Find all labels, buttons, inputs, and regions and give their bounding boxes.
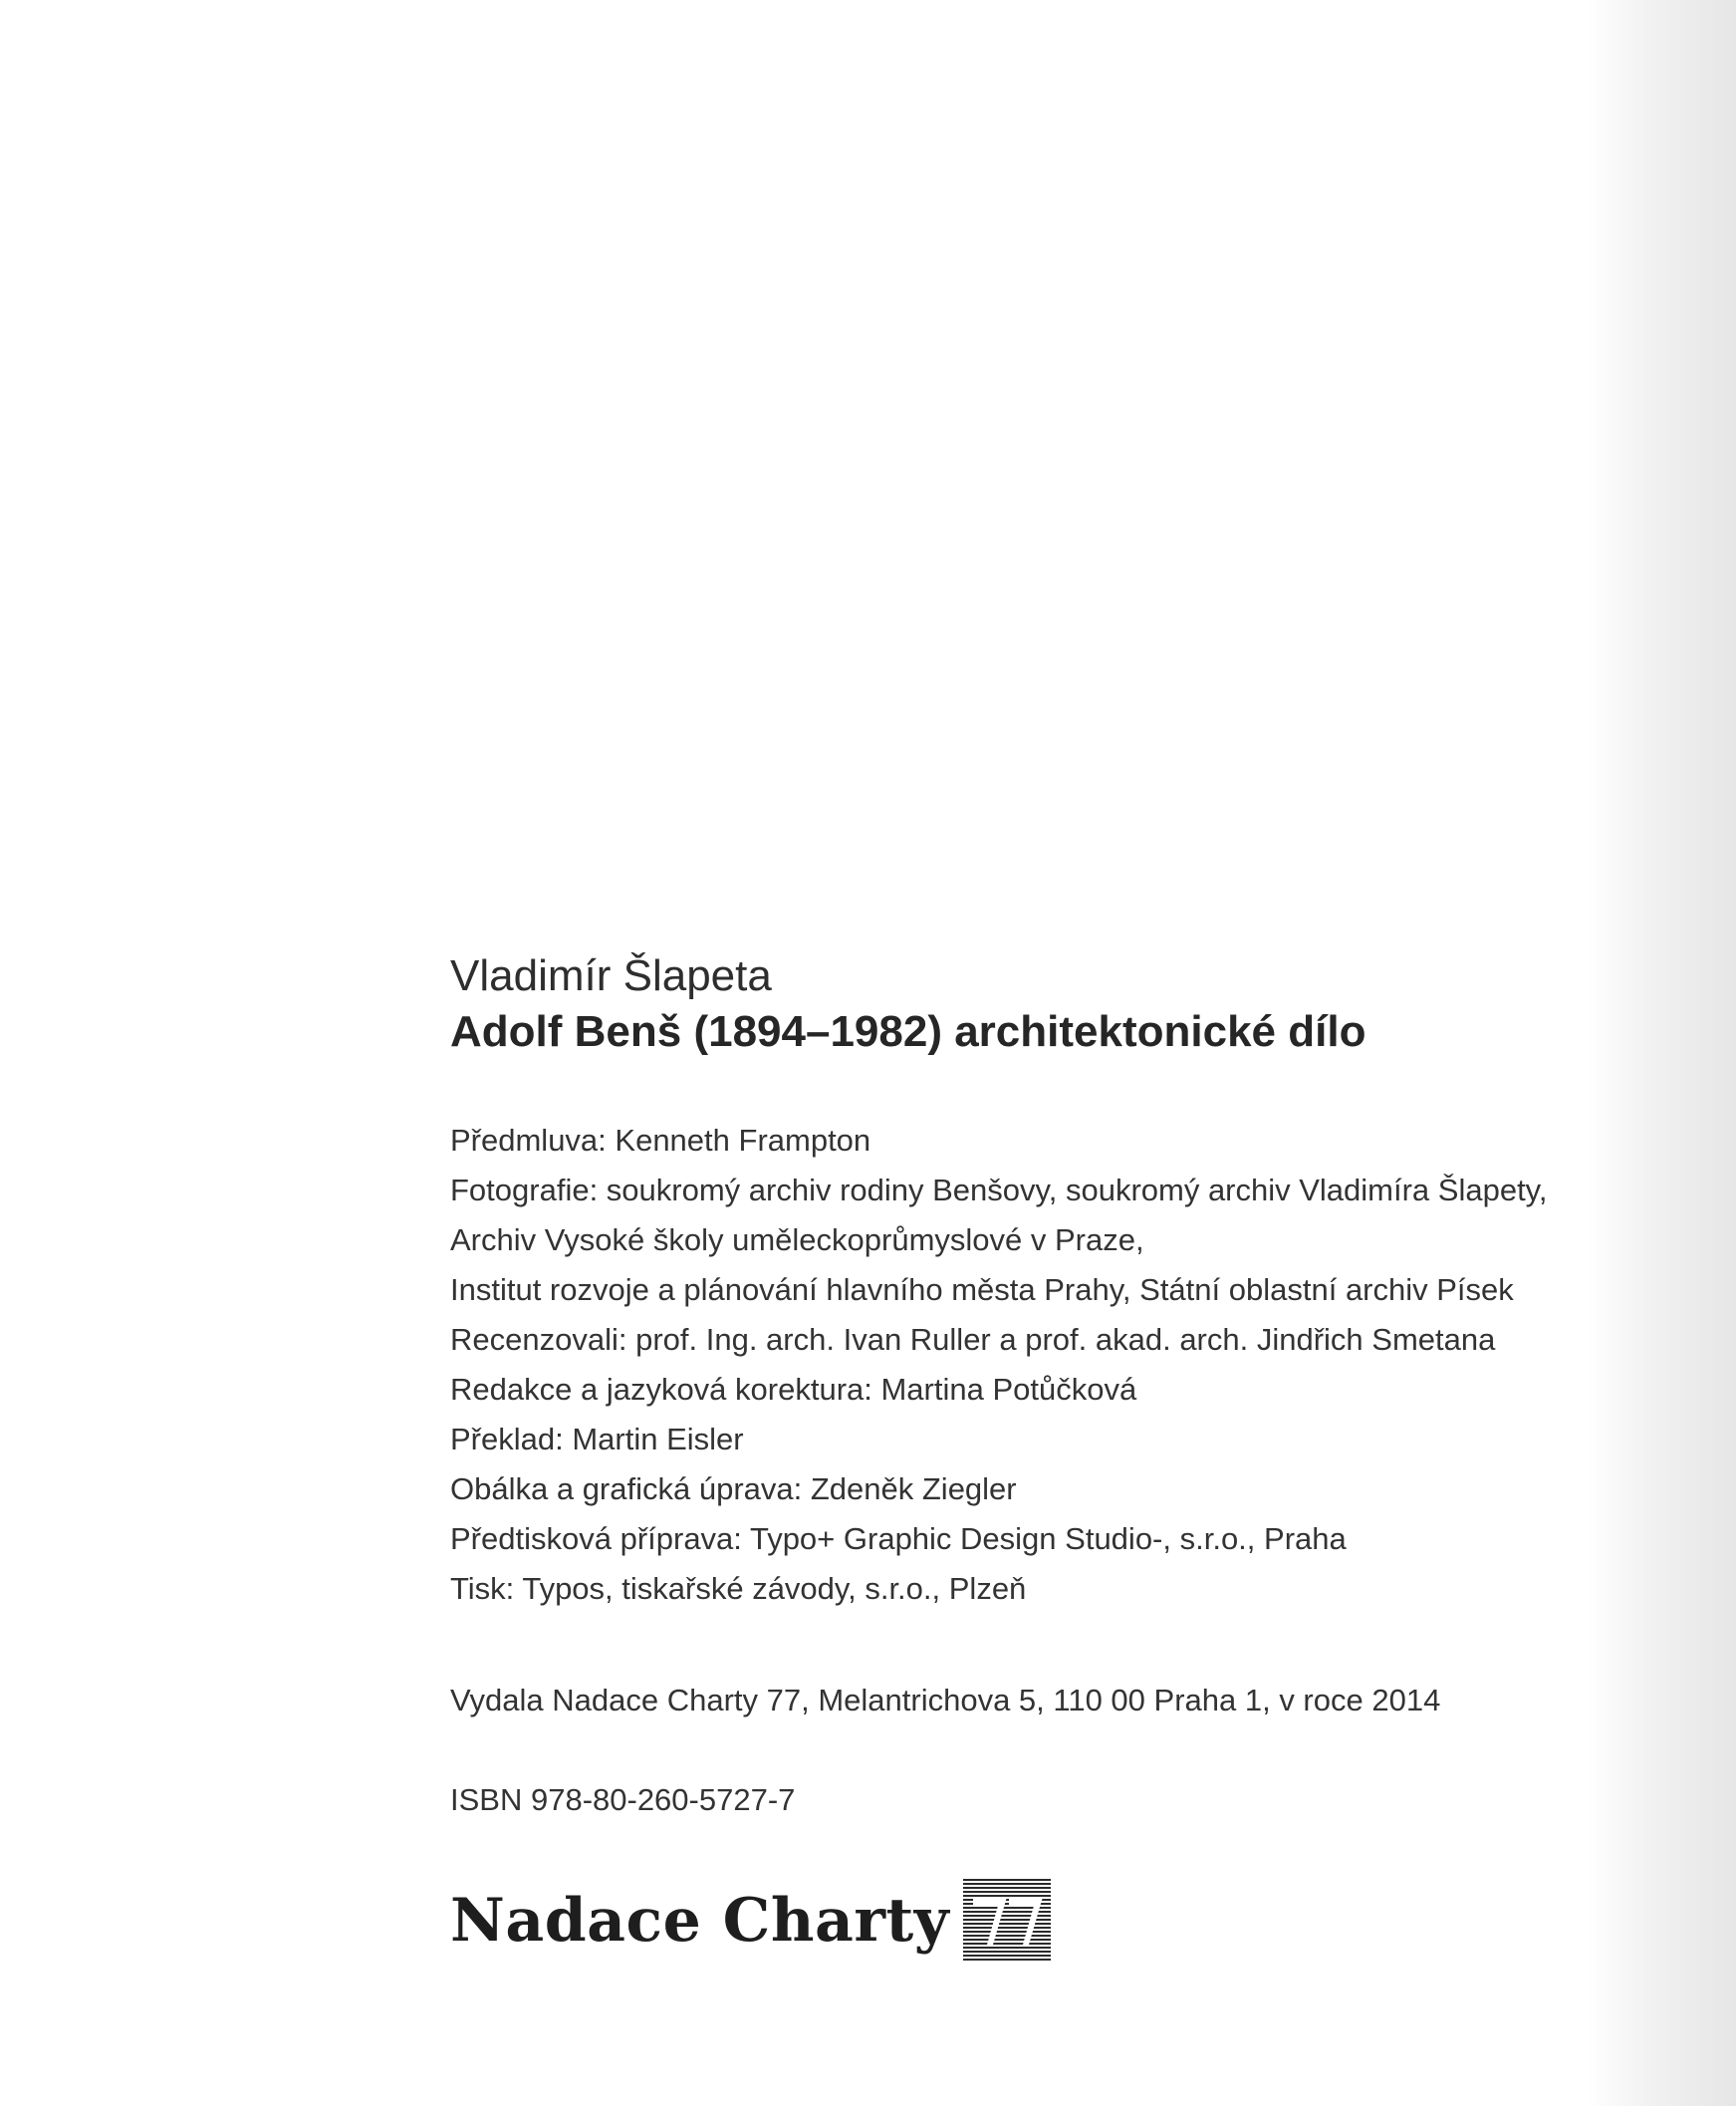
logo-stripe (963, 1887, 1051, 1889)
credit-line: Institut rozvoje a plánování hlavního města Prahy, Státní oblastní archiv Písek (450, 1272, 1514, 1307)
logo-stripe (963, 1931, 1051, 1933)
logo-stripe (963, 1955, 1051, 1957)
credit-line: Recenzovali: prof. Ing. arch. Ivan Ruller a prof. akad. arch. Jindřich Smetana (450, 1322, 1496, 1357)
logo-stripe (963, 1947, 1051, 1949)
logo-stripe (963, 1939, 1051, 1941)
credit-line: Obálka a grafická úprava: Zdeněk Ziegler (450, 1471, 1017, 1506)
logo-stripe (963, 1883, 1051, 1885)
credit-line: Předmluva: Kenneth Frampton (450, 1123, 871, 1158)
credit-line: Tisk: Typos, tiskařské závody, s.r.o., Plzeň (450, 1571, 1027, 1606)
book-title: Adolf Benš (1894–1982) architektonické dílo (450, 1007, 1366, 1056)
author-name: Vladimír Šlapeta (450, 951, 772, 1000)
logo-stripe (963, 1959, 1051, 1961)
logo-stripe (963, 1895, 1051, 1897)
credit-line: Předtisková příprava: Typo+ Graphic Design Studio-, s.r.o., Praha (450, 1521, 1347, 1556)
credit-line: Archiv Vysoké školy uměleckoprůmyslové v Praze, (450, 1222, 1144, 1257)
logo-stripe (963, 1879, 1051, 1881)
publisher-logo (450, 1879, 1645, 1963)
credit-line: Redakce a jazyková korektura: Martina Potůčková (450, 1372, 1137, 1407)
logo-stripe (963, 1915, 1051, 1917)
logo-stripe (963, 1923, 1051, 1925)
logo-text: Nadace Charty (450, 1886, 950, 1956)
logo-stripe (963, 1919, 1051, 1921)
logo-stripe (963, 1943, 1051, 1945)
credits-list (450, 1116, 1645, 1614)
isbn-line: ISBN 978-80-260-5727-7 (450, 1782, 796, 1817)
logo-stripe (963, 1951, 1051, 1953)
logo-stripe (963, 1927, 1051, 1929)
credit-line: Překlad: Martin Eisler (450, 1422, 744, 1456)
logo-stripe (963, 1891, 1051, 1893)
publisher-line: Vydala Nadace Charty 77, Melantrichova 5, 110 00 Praha 1, v roce 2014 (450, 1683, 1441, 1717)
credit-line: Fotografie: soukromý archiv rodiny Benšovy, soukromý archiv Vladimíra Šlapety, (450, 1173, 1548, 1207)
charta-77-striped-logo-icon (963, 1879, 1051, 1963)
imprint-block (450, 948, 1645, 1963)
logo-stripe (963, 1935, 1051, 1937)
